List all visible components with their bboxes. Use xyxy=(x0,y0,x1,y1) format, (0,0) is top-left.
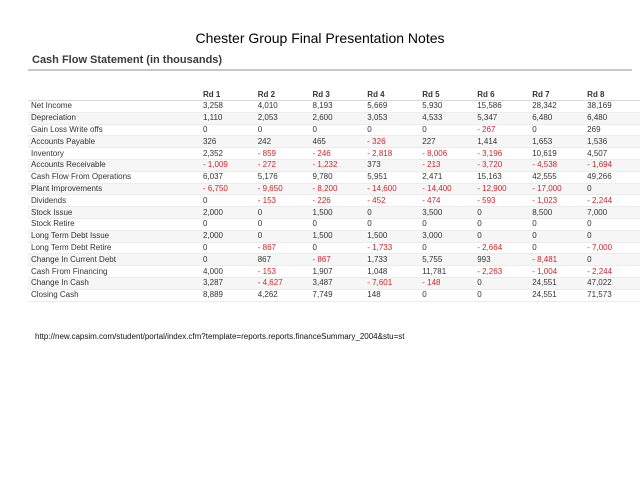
table-row xyxy=(28,112,640,124)
value-cell: - 1,694 xyxy=(585,159,640,171)
value-cell: - 2,244 xyxy=(585,266,640,278)
value-cell: 4,507 xyxy=(585,148,640,160)
value-cell: - 226 xyxy=(311,195,366,207)
row-label: Change In Cash xyxy=(28,277,201,289)
table-row xyxy=(28,148,640,160)
row-label: Net Income xyxy=(28,101,201,113)
value-cell: 0 xyxy=(311,242,366,254)
value-cell: - 4,538 xyxy=(530,159,585,171)
value-cell: 0 xyxy=(311,218,366,230)
source-url: http://new.capsim.com/student/portal/index.cfm?template=reports.reports.financeSummary_2004&stu=st xyxy=(35,332,405,341)
value-cell: 1,500 xyxy=(365,230,420,242)
column-header: Rd 7 xyxy=(530,88,585,101)
value-cell: 2,352 xyxy=(201,148,256,160)
value-cell: - 8,200 xyxy=(311,183,366,195)
value-cell: 71,573 xyxy=(585,289,640,301)
value-cell: - 1,733 xyxy=(365,242,420,254)
row-label: Change In Current Debt xyxy=(28,254,201,266)
value-cell: 2,053 xyxy=(256,112,311,124)
value-cell: 6,480 xyxy=(530,112,585,124)
value-cell: - 859 xyxy=(256,148,311,160)
value-cell: 8,193 xyxy=(311,101,366,113)
value-cell: 3,053 xyxy=(365,112,420,124)
table-row xyxy=(28,230,640,242)
row-label: Long Term Debt Issue xyxy=(28,230,201,242)
value-cell: 49,266 xyxy=(585,171,640,183)
value-cell: 3,000 xyxy=(420,230,475,242)
value-cell: - 2,664 xyxy=(475,242,530,254)
table-row xyxy=(28,266,640,278)
value-cell: 10,619 xyxy=(530,148,585,160)
value-cell: 0 xyxy=(530,218,585,230)
value-cell: - 267 xyxy=(475,124,530,136)
value-cell: - 1,004 xyxy=(530,266,585,278)
value-cell: 0 xyxy=(365,218,420,230)
value-cell: 326 xyxy=(201,136,256,148)
value-cell: 8,889 xyxy=(201,289,256,301)
value-cell: - 8,006 xyxy=(420,148,475,160)
column-header: Rd 1 xyxy=(201,88,256,101)
column-header: Rd 3 xyxy=(311,88,366,101)
value-cell: 227 xyxy=(420,136,475,148)
value-cell: - 474 xyxy=(420,195,475,207)
value-cell: - 14,600 xyxy=(365,183,420,195)
value-cell: - 3,720 xyxy=(475,159,530,171)
value-cell: 0 xyxy=(365,207,420,219)
table-row xyxy=(28,101,640,113)
value-cell: - 2,818 xyxy=(365,148,420,160)
table-row xyxy=(28,171,640,183)
value-cell: - 3,196 xyxy=(475,148,530,160)
table-row xyxy=(28,159,640,171)
value-cell: 0 xyxy=(311,124,366,136)
value-cell: - 14,400 xyxy=(420,183,475,195)
value-cell: - 9,650 xyxy=(256,183,311,195)
table-row xyxy=(28,183,640,195)
value-cell: 993 xyxy=(475,254,530,266)
table-row xyxy=(28,195,640,207)
value-cell: 7,000 xyxy=(585,207,640,219)
value-cell: - 2,263 xyxy=(475,266,530,278)
value-cell: - 4,627 xyxy=(256,277,311,289)
value-cell: 0 xyxy=(585,218,640,230)
table-row xyxy=(28,207,640,219)
value-cell: 0 xyxy=(475,230,530,242)
value-cell: 3,287 xyxy=(201,277,256,289)
value-cell: 5,930 xyxy=(420,101,475,113)
value-cell: 0 xyxy=(585,183,640,195)
value-cell: 15,586 xyxy=(475,101,530,113)
value-cell: 0 xyxy=(420,242,475,254)
value-cell: - 17,000 xyxy=(530,183,585,195)
value-cell: 0 xyxy=(256,207,311,219)
value-cell: - 7,000 xyxy=(585,242,640,254)
value-cell: - 12,900 xyxy=(475,183,530,195)
value-cell: 269 xyxy=(585,124,640,136)
value-cell: 0 xyxy=(256,218,311,230)
row-label: Long Term Debt Retire xyxy=(28,242,201,254)
value-cell: 2,000 xyxy=(201,207,256,219)
value-cell: 1,907 xyxy=(311,266,366,278)
value-cell: 15,163 xyxy=(475,171,530,183)
value-cell: 465 xyxy=(311,136,366,148)
value-cell: - 148 xyxy=(420,277,475,289)
value-cell: - 867 xyxy=(311,254,366,266)
value-cell: 0 xyxy=(585,230,640,242)
value-cell: 0 xyxy=(420,289,475,301)
value-cell: 5,669 xyxy=(365,101,420,113)
value-cell: - 153 xyxy=(256,195,311,207)
value-cell: - 326 xyxy=(365,136,420,148)
value-cell: 3,500 xyxy=(420,207,475,219)
value-cell: 5,755 xyxy=(420,254,475,266)
value-cell: 24,551 xyxy=(530,289,585,301)
value-cell: 2,471 xyxy=(420,171,475,183)
value-cell: 0 xyxy=(201,242,256,254)
row-label: Cash Flow From Operations xyxy=(28,171,201,183)
value-cell: 0 xyxy=(475,289,530,301)
column-header: Rd 5 xyxy=(420,88,475,101)
value-cell: - 246 xyxy=(311,148,366,160)
value-cell: 1,500 xyxy=(311,230,366,242)
row-label: Gain Loss Write offs xyxy=(28,124,201,136)
table-row xyxy=(28,289,640,301)
row-label: Dividends xyxy=(28,195,201,207)
value-cell: 0 xyxy=(585,254,640,266)
row-label: Accounts Payable xyxy=(28,136,201,148)
value-cell: 5,951 xyxy=(365,171,420,183)
column-header: Rd 8 xyxy=(585,88,640,101)
value-cell: - 213 xyxy=(420,159,475,171)
slide-title: Chester Group Final Presentation Notes xyxy=(195,30,445,46)
row-label: Plant Improvements xyxy=(28,183,201,195)
table-header-row xyxy=(28,88,640,101)
value-cell: 0 xyxy=(530,230,585,242)
column-header: Rd 2 xyxy=(256,88,311,101)
value-cell: 8,500 xyxy=(530,207,585,219)
value-cell: - 1,009 xyxy=(201,159,256,171)
row-label: Stock Retire xyxy=(28,218,201,230)
value-cell: 0 xyxy=(365,124,420,136)
value-cell: - 7,601 xyxy=(365,277,420,289)
value-cell: 7,749 xyxy=(311,289,366,301)
table-row xyxy=(28,218,640,230)
value-cell: 3,487 xyxy=(311,277,366,289)
column-header: Rd 6 xyxy=(475,88,530,101)
value-cell: - 153 xyxy=(256,266,311,278)
value-cell: - 1,023 xyxy=(530,195,585,207)
value-cell: 1,414 xyxy=(475,136,530,148)
value-cell: 0 xyxy=(530,242,585,254)
value-cell: 42,555 xyxy=(530,171,585,183)
row-label: Stock Issue xyxy=(28,207,201,219)
value-cell: 1,500 xyxy=(311,207,366,219)
header-label-cell xyxy=(28,88,201,101)
value-cell: 3,258 xyxy=(201,101,256,113)
value-cell: 2,600 xyxy=(311,112,366,124)
row-label: Cash From Financing xyxy=(28,266,201,278)
value-cell: 6,480 xyxy=(585,112,640,124)
table-row xyxy=(28,277,640,289)
value-cell: 867 xyxy=(256,254,311,266)
value-cell: 1,536 xyxy=(585,136,640,148)
value-cell: 373 xyxy=(365,159,420,171)
value-cell: - 8,481 xyxy=(530,254,585,266)
value-cell: - 6,750 xyxy=(201,183,256,195)
table-row xyxy=(28,254,640,266)
row-label: Inventory xyxy=(28,148,201,160)
statement-heading: Cash Flow Statement (in thousands) xyxy=(32,54,223,66)
value-cell: 1,733 xyxy=(365,254,420,266)
value-cell: 6,037 xyxy=(201,171,256,183)
value-cell: 0 xyxy=(420,218,475,230)
table-body xyxy=(28,101,640,302)
value-cell: 0 xyxy=(201,218,256,230)
value-cell: 9,780 xyxy=(311,171,366,183)
row-label: Depreciation xyxy=(28,112,201,124)
value-cell: 0 xyxy=(475,207,530,219)
value-cell: 4,010 xyxy=(256,101,311,113)
value-cell: 5,347 xyxy=(475,112,530,124)
value-cell: 1,110 xyxy=(201,112,256,124)
value-cell: 1,048 xyxy=(365,266,420,278)
value-cell: - 593 xyxy=(475,195,530,207)
value-cell: - 272 xyxy=(256,159,311,171)
value-cell: - 867 xyxy=(256,242,311,254)
row-label: Accounts Receivable xyxy=(28,159,201,171)
value-cell: 47,022 xyxy=(585,277,640,289)
value-cell: 242 xyxy=(256,136,311,148)
value-cell: 38,169 xyxy=(585,101,640,113)
table-row xyxy=(28,136,640,148)
value-cell: 28,342 xyxy=(530,101,585,113)
value-cell: 148 xyxy=(365,289,420,301)
value-cell: - 452 xyxy=(365,195,420,207)
value-cell: 24,551 xyxy=(530,277,585,289)
value-cell: 5,176 xyxy=(256,171,311,183)
value-cell: 4,000 xyxy=(201,266,256,278)
value-cell: 4,533 xyxy=(420,112,475,124)
value-cell: 0 xyxy=(256,124,311,136)
value-cell: 0 xyxy=(530,124,585,136)
value-cell: 2,000 xyxy=(201,230,256,242)
value-cell: 0 xyxy=(256,230,311,242)
table-row xyxy=(28,242,640,254)
value-cell: - 1,232 xyxy=(311,159,366,171)
value-cell: 0 xyxy=(475,218,530,230)
value-cell: 0 xyxy=(201,195,256,207)
value-cell: 0 xyxy=(201,124,256,136)
value-cell: 4,262 xyxy=(256,289,311,301)
value-cell: 1,653 xyxy=(530,136,585,148)
value-cell: 0 xyxy=(420,124,475,136)
value-cell: 0 xyxy=(201,254,256,266)
column-header: Rd 4 xyxy=(365,88,420,101)
row-label: Closing Cash xyxy=(28,289,201,301)
value-cell: 11,781 xyxy=(420,266,475,278)
cash-flow-table xyxy=(28,88,640,302)
value-cell: 0 xyxy=(475,277,530,289)
heading-divider xyxy=(28,69,632,71)
value-cell: - 2,244 xyxy=(585,195,640,207)
table-row xyxy=(28,124,640,136)
